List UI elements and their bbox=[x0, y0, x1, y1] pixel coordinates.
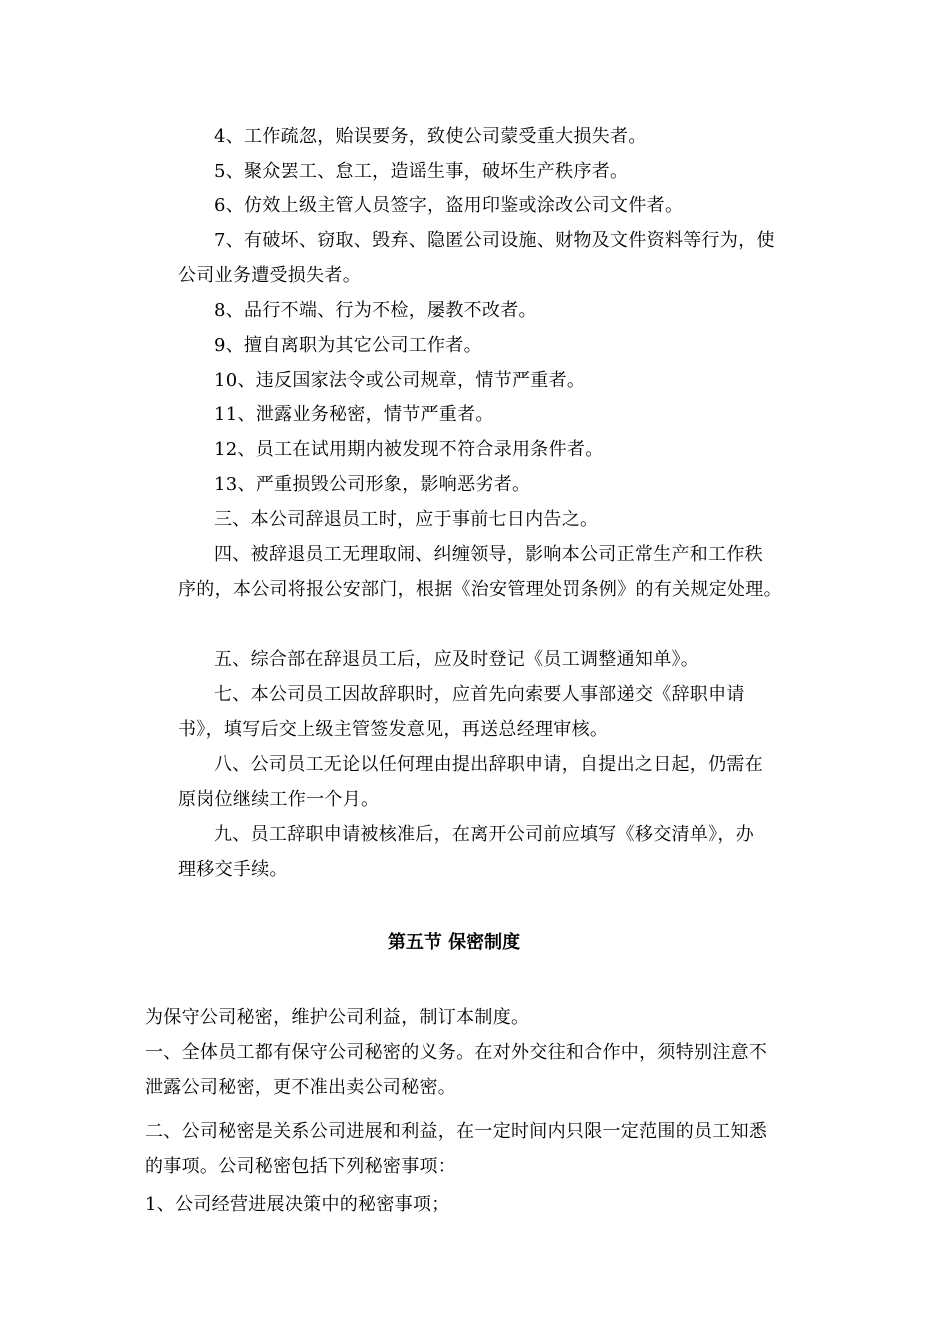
dismissal-item-11: 11、泄露业务秘密，情节严重者。 bbox=[214, 404, 494, 425]
clause-9-line-2: 理移交手续。 bbox=[178, 859, 288, 880]
clause-8-line-1: 八、公司员工无论以任何理由提出辞职申请，自提出之日起，仍需在 bbox=[214, 754, 763, 775]
confidentiality-clause-1-line-2: 泄露公司秘密，更不准出卖公司秘密。 bbox=[145, 1077, 457, 1098]
clause-3: 三、本公司辞退员工时，应于事前七日内告之。 bbox=[214, 509, 599, 530]
dismissal-item-12: 12、员工在试用期内被发现不符合录用条件者。 bbox=[214, 439, 604, 460]
dismissal-item-5: 5、聚众罢工、怠工，造谣生事，破坏生产秩序者。 bbox=[214, 161, 629, 182]
clause-7-line-2: 书》，填写后交上级主管签发意见，再送总经理审核。 bbox=[178, 719, 609, 740]
dismissal-item-7-line-2: 公司业务遭受损失者。 bbox=[178, 265, 361, 286]
dismissal-item-10: 10、违反国家法令或公司规章，情节严重者。 bbox=[214, 370, 586, 391]
clause-8-line-2: 原岗位继续工作一个月。 bbox=[178, 789, 380, 810]
dismissal-item-8: 8、品行不端、行为不检，屡教不改者。 bbox=[214, 300, 537, 321]
clause-7-line-1: 七、本公司员工因故辞职时，应首先向索要人事部递交《辞职申请 bbox=[214, 684, 745, 705]
dismissal-item-6: 6、仿效上级主管人员签字，盗用印鉴或涂改公司文件者。 bbox=[214, 195, 684, 216]
section-heading: 第五节 保密制度 bbox=[387, 932, 521, 953]
confidentiality-clause-2-line-2: 的事项。公司秘密包括下列秘密事项： bbox=[145, 1156, 457, 1177]
clause-9-line-1: 九、员工辞职申请被核准后，在离开公司前应填写《移交清单》，办 bbox=[214, 824, 754, 845]
confidentiality-item-1: 1、公司经营进展决策中的秘密事项； bbox=[145, 1194, 450, 1215]
clause-4-line-2: 序的，本公司将报公安部门，根据《治安管理处罚条例》的有关规定处理。 bbox=[178, 579, 782, 600]
confidentiality-clause-1-line-1: 一、全体员工都有保守公司秘密的义务。在对外交往和合作中，须特别注意不 bbox=[145, 1042, 768, 1063]
dismissal-item-9: 9、擅自离职为其它公司工作者。 bbox=[214, 335, 482, 356]
dismissal-item-13: 13、严重损毁公司形象，影响恶劣者。 bbox=[214, 474, 531, 495]
dismissal-item-7-line-1: 7、有破坏、窃取、毁弃、隐匿公司设施、财物及文件资料等行为，使 bbox=[214, 230, 775, 251]
dismissal-item-4: 4、工作疏忽，贻误要务，致使公司蒙受重大损失者。 bbox=[214, 126, 647, 147]
confidentiality-clause-2-line-1: 二、公司秘密是关系公司进展和利益，在一定时间内只限一定范围的员工知悉 bbox=[145, 1121, 768, 1142]
clause-5: 五、综合部在辞退员工后，应及时登记《员工调整通知单》。 bbox=[214, 649, 700, 670]
confidentiality-intro: 为保守公司秘密，维护公司利益，制订本制度。 bbox=[145, 1007, 530, 1028]
clause-4-line-1: 四、被辞退员工无理取闹、纠缠领导，影响本公司正常生产和工作秩 bbox=[214, 544, 763, 565]
